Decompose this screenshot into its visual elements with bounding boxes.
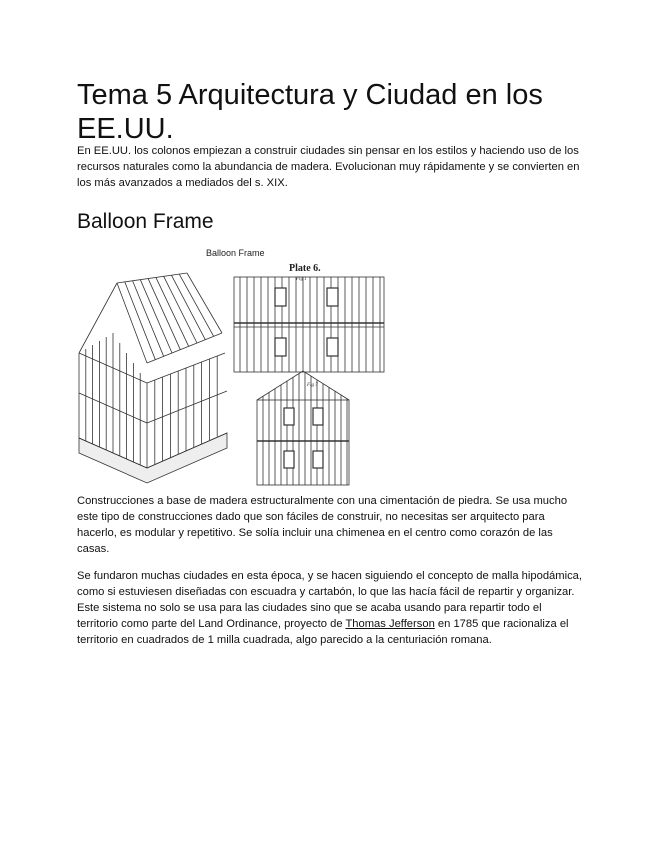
roof-rafter	[125, 282, 156, 360]
thomas-jefferson-link[interactable]: Thomas Jefferson	[345, 618, 435, 630]
balloon-frame-figure	[77, 243, 387, 491]
figure-caption: Balloon Frame	[206, 248, 265, 258]
body-paragraph-1: Construcciones a base de madera estructuralmente con una cimentación de piedra. Se usa mucho este tipo de construcciones dado que son fáciles de construir, no necesitas ser arquitecto para hacerlo, es modular y repetitivo. Se solía incluir una chimenea en el centro como corazón de las casas.	[77, 495, 568, 555]
fig2-label: Fig 7	[307, 383, 318, 388]
section-heading: Balloon Frame	[77, 210, 214, 233]
paragraph-2-text-end: en 1785 que racionaliza el territorio en cuadrados de 1 milla cuadrada, algo parecido a la centuriación romana.	[77, 618, 569, 646]
paragraph-2-text-start: Se fundaron muchas ciudades en esta época, y se hacen siguiendo el concepto de malla hipodámica, como si estuviesen diseñadas con escuadra y cartabón, lo que las hacía fácil de repartir y organizar. Este sistema no solo se usa para las ciudades sino que se acaba usando para repartir todo el territorio como parte del Land Ordinance, proyecto de	[77, 570, 583, 630]
plate-label: Plate 6.	[289, 263, 321, 274]
page-title: Tema 5 Arquitectura y Ciudad en los EE.UU.	[77, 79, 543, 145]
elevation-plate-6	[234, 277, 384, 372]
intro-paragraph: En EE.UU. los colonos empiezan a construir ciudades sin pensar en los estilos y haciendo uso de los recursos naturales como la abundancia de madera. Evolucionan muy rápidamente y se convierten en los más avanzados a mediados del s. XIX.	[77, 145, 580, 189]
roof-rafter	[171, 275, 205, 339]
roof-rafter	[133, 281, 164, 357]
isometric-frame-drawing	[79, 273, 227, 483]
roof-rafter	[156, 277, 189, 346]
roof-rafter	[140, 280, 172, 353]
body-paragraph-2	[77, 568, 582, 648]
elevation-fig-7	[257, 371, 349, 485]
roof-rafter	[164, 276, 197, 343]
fig1-label: Fig 1	[296, 277, 307, 282]
roof-rafter	[179, 274, 213, 336]
roof-rafter	[148, 279, 180, 350]
